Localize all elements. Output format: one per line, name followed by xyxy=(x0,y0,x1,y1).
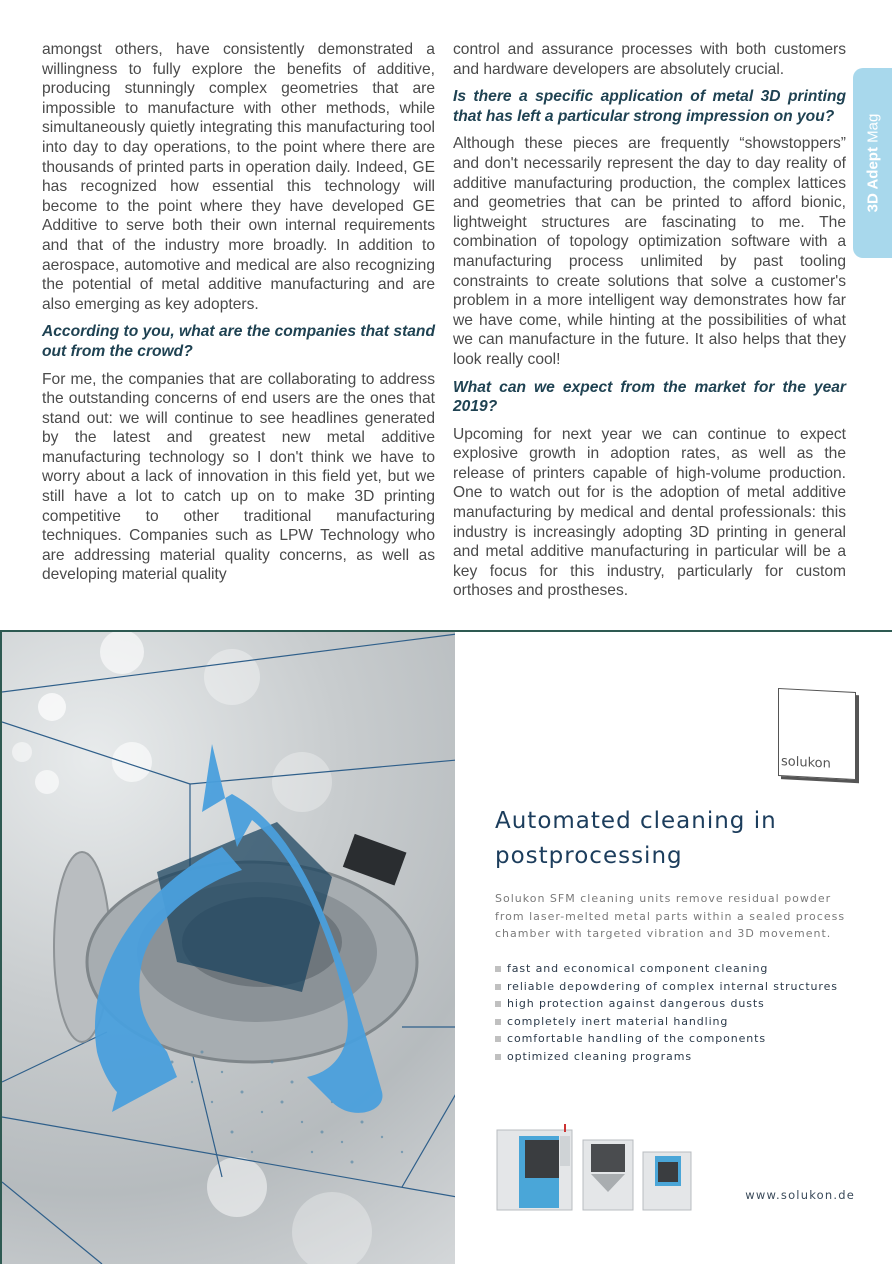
machine-large xyxy=(497,1124,572,1210)
magazine-name xyxy=(864,114,881,213)
machine-small xyxy=(643,1152,691,1210)
feature-text: fast and economical component cleaning xyxy=(507,962,769,975)
square-bullet-icon xyxy=(495,1019,501,1025)
ad-headline xyxy=(495,804,777,874)
feature-item xyxy=(495,1048,838,1066)
feature-text: optimized cleaning programs xyxy=(507,1049,692,1063)
article-right-column xyxy=(453,40,846,609)
feature-item xyxy=(495,978,838,996)
cleaning-illustration xyxy=(2,632,455,1264)
square-bullet-icon xyxy=(495,1001,501,1007)
square-bullet-icon xyxy=(495,1054,501,1060)
feature-list xyxy=(495,960,838,1065)
article-paragraph: For me, the companies that are collaborating to address the outstanding concerns of end users are the ones that stand out: we will continue to see headlines generated by the latest and greatest new metal additive manufacturing technology so I don't think we have to worry about a lack of innovation in this field yet, but we still have a lot to catch up on to make 3D printing competitive to other traditional manufacturing techniques. Companies such as LPW Technology who are addressing material quality concerns, as well as developing material quality xyxy=(42,370,435,584)
valve-block xyxy=(343,834,407,886)
article-paragraph: Upcoming for next year we can continue to expect explosive growth in adoption rates, as well as the release of printers capable of high-volume production. One to watch out for is the adoption of metal additive manufacturing by medical and dental professionals: this industry is increasingly adopting 3D printing in general and metal additive manufacturing in particular will be a key focus for this industry, particularly for custom orthoses and prostheses. xyxy=(453,425,846,600)
square-bullet-icon xyxy=(495,984,501,990)
feature-item xyxy=(495,995,838,1013)
feature-text: completely inert material handling xyxy=(507,1014,729,1028)
square-bullet-icon xyxy=(495,1036,501,1042)
article-paragraph: Although these pieces are frequently “showstoppers” and don't necessarily represent the day to day reality of additive manufacturing production, the complex lattices and geometries that can be printed to afford bionic, lightweight structures are fascinating to me. The combination of topology optimization software with a manufacturing process unlimited by past tooling constraints to create solutions that solve a customer's problem in a more intelligent way demonstrates how far we have come, while hinting at the possibilities of what we can manufacture in the future. It also helps that they look really cool! xyxy=(453,135,846,368)
interview-question: What can we expect from the market for the year 2019? xyxy=(453,378,846,416)
ad-product-image xyxy=(0,632,455,1264)
feature-item xyxy=(495,1030,838,1048)
machine-medium xyxy=(583,1140,633,1210)
logo-text: solukon xyxy=(781,754,831,772)
feature-text: high protection against dangerous dusts xyxy=(507,997,765,1010)
interview-question: Is there a specific application of metal 3D printing that has left a particular strong impression on you? xyxy=(453,88,846,125)
feature-item xyxy=(495,960,838,978)
interview-question: According to you, what are the companies that stand out from the crowd? xyxy=(42,323,435,360)
article-paragraph: amongst others, have consistently demonstrated a willingness to fully explore the benefits of additive, producing stunningly complex geometries that are impossible to manufacture with other methods, while simultaneously quietly integrating this manufacturing tool into day to day operations, to the point where there are thousands of printed parts in operation daily. Indeed, GE has recognized how essential this technology will become to the point where they have developed GE Additive to serve both their own internal requirements and that of the industry more broadly. In addition to aerospace, automotive and medical are also recognizing the potential of metal additive manufacturing and are also emerging as key adopters. xyxy=(42,41,435,313)
machine-lineup-image xyxy=(495,1122,705,1212)
feature-text: comfortable handling of the components xyxy=(507,1032,767,1045)
square-bullet-icon xyxy=(495,966,501,972)
ad-headline-line2: postprocessing xyxy=(495,843,683,869)
feature-item xyxy=(495,1013,838,1031)
website-link[interactable]: www.solukon.de xyxy=(745,1188,855,1202)
solukon-logo xyxy=(778,688,856,780)
article-left-column xyxy=(42,40,435,593)
article-paragraph: control and assurance processes with both customers and hardware developers are absolutely crucial. xyxy=(453,41,846,78)
magazine-name-light: Mag xyxy=(864,113,881,143)
solukon-advertisement xyxy=(0,630,892,1264)
feature-text: reliable depowdering of complex internal structures xyxy=(507,979,838,993)
magazine-side-tab xyxy=(853,68,892,258)
ad-headline-line1: Automated cleaning in xyxy=(495,808,777,834)
ad-description: Solukon SFM cleaning units remove residual powder from laser-melted metal parts within a sealed process chamber with targeted vibration and 3D movement. xyxy=(495,892,846,940)
ad-copy xyxy=(495,632,875,1264)
magazine-name-bold: 3D Adept xyxy=(864,147,881,213)
